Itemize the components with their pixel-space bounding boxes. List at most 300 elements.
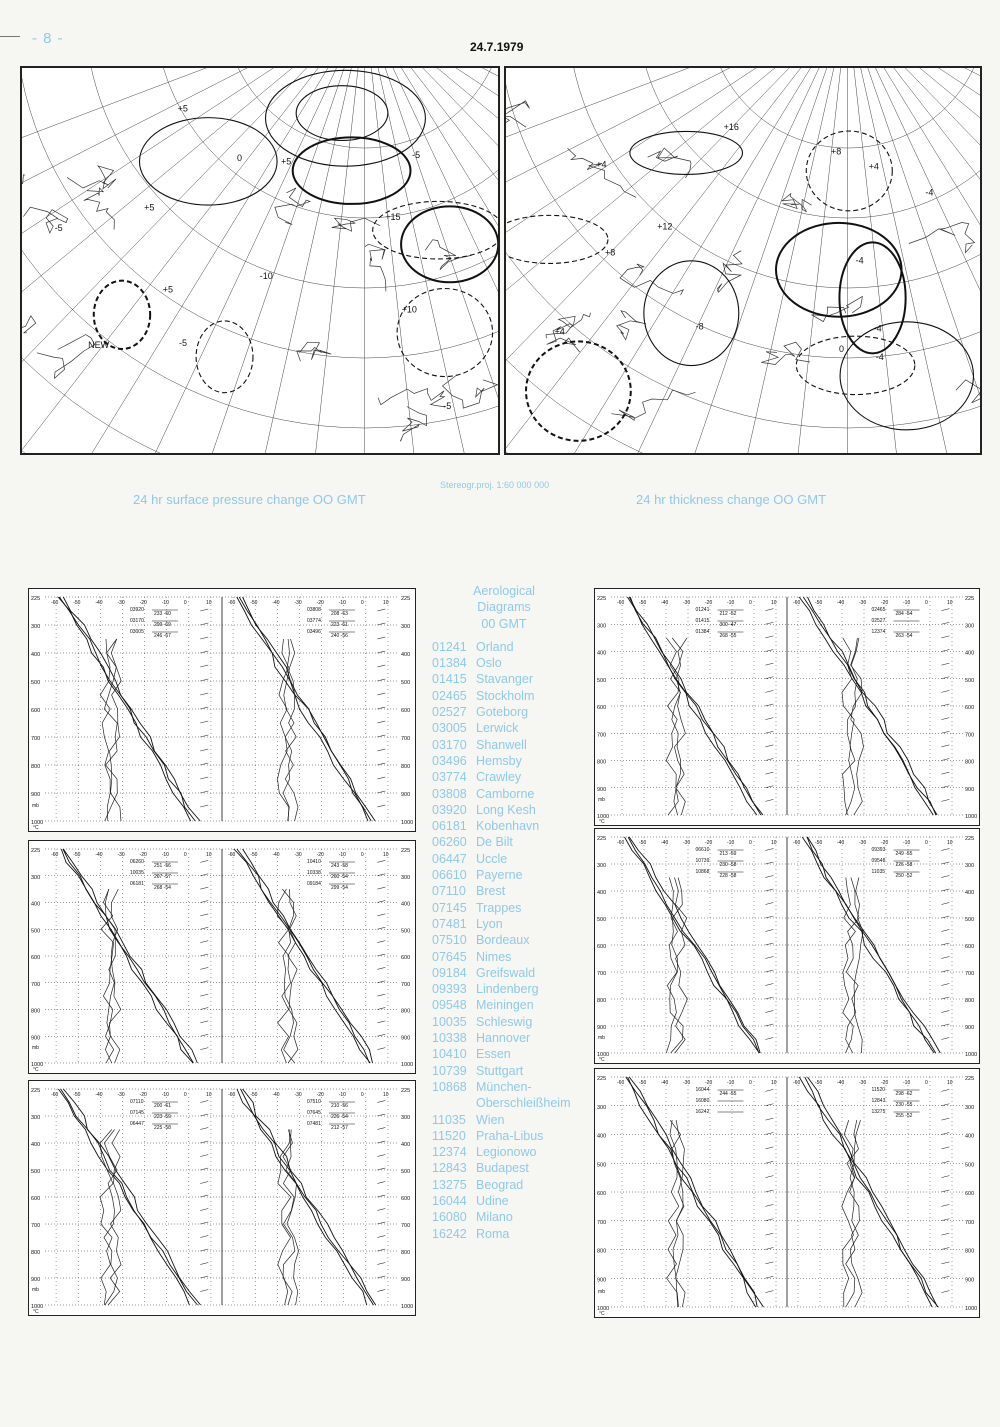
pressure-level-label: 400	[597, 1133, 607, 1140]
temperature-tick-label: -20	[316, 1092, 324, 1098]
temperature-tick-label: -50	[250, 1092, 258, 1098]
station-header-box	[695, 1087, 743, 1115]
pressure-level-label: 300	[401, 1115, 411, 1121]
projection-scale: Stereogr.proj. 1:60 000 000	[440, 480, 550, 490]
pressure-level-label: 1000	[597, 1052, 610, 1058]
tropopause-value: 213 -59	[719, 851, 737, 857]
celsius-unit-label: °C	[33, 1067, 39, 1073]
station-header-box	[130, 1099, 178, 1131]
station-header-box	[307, 607, 355, 639]
pressure-level-label: 225	[965, 836, 975, 842]
station-name: Kobenhavn	[476, 819, 540, 834]
station-code: 01415	[432, 672, 467, 687]
station-code: 10338	[432, 1031, 467, 1046]
pressure-level-label: 300	[965, 1104, 975, 1111]
station-code: 01241	[432, 639, 467, 654]
station-code: 03920	[432, 802, 467, 817]
pressure-level-label: 600	[597, 944, 607, 950]
surface-pressure-map-graticule	[22, 68, 498, 453]
temperature-tick-label: -30	[117, 600, 125, 606]
pressure-level-label: 300	[597, 863, 607, 869]
temperature-tick-label: -30	[294, 600, 302, 606]
diagram-station-code: 06260	[129, 859, 144, 865]
station-code: 11520	[432, 1128, 466, 1143]
station-row	[432, 965, 592, 981]
pressure-level-label: 800	[965, 1248, 975, 1255]
station-row	[432, 949, 592, 965]
diagram-station-code: 13275	[871, 1109, 886, 1115]
diagram-station-code: 11035	[871, 869, 886, 875]
temperature-tick-label: -30	[683, 600, 691, 606]
pressure-level-label: 225	[31, 1088, 41, 1094]
pressure-level-label: 800	[31, 1250, 41, 1256]
mb-unit-label: mb	[598, 1035, 605, 1041]
temperature-tick-label: -10	[161, 1092, 169, 1098]
diagram-station-code: 07110	[129, 1099, 144, 1105]
pressure-level-label: 400	[597, 890, 607, 896]
tropopause-value: 233 -60	[153, 611, 171, 617]
diagram-station-code: 16242	[695, 1109, 710, 1115]
temperature-tick-label: 0	[749, 840, 752, 846]
tropopause-value: 240 -56	[330, 633, 348, 639]
station-code: 09393	[432, 982, 467, 997]
station-header-box	[871, 847, 919, 879]
station-row	[432, 1079, 592, 1095]
tropopause-value: 225 -58	[153, 1125, 171, 1131]
temperature-tick-label: -30	[859, 1080, 867, 1086]
station-row	[432, 1063, 592, 1079]
isoline-value-label: +15	[385, 211, 401, 222]
tropopause-value: 250 -52	[895, 873, 913, 879]
station-row	[432, 720, 592, 736]
station-name: Nimes	[476, 949, 512, 964]
station-name: Oslo	[476, 656, 502, 671]
temperature-tick-label: -50	[639, 840, 647, 846]
pressure-level-label: 800	[965, 759, 975, 766]
pressure-level-label: 300	[401, 624, 411, 630]
tropopause-value: 284 -54	[895, 611, 913, 617]
temperature-tick-label: 10	[947, 840, 953, 846]
temperature-tick-label: 10	[382, 1092, 389, 1098]
station-code: 07510	[432, 933, 467, 948]
wind-barbs	[941, 609, 949, 802]
pressure-level-label: 700	[401, 981, 411, 988]
temperature-tick-label: -60	[617, 1080, 625, 1086]
station-name: Roma	[476, 1226, 510, 1241]
isoline-value-label: +5	[280, 156, 292, 167]
temperature-tick-label: -10	[161, 600, 169, 606]
diagram-station-code: 09548	[871, 858, 886, 864]
station-code: 03170	[432, 737, 467, 752]
pressure-level-label: 500	[401, 680, 411, 686]
mb-unit-label: mb	[598, 1289, 605, 1295]
temperature-tick-label: -60	[617, 600, 625, 606]
celsius-unit-label: °C	[599, 1311, 605, 1317]
pressure-level-label: 1000	[597, 1306, 610, 1312]
temperature-tick-label: 0	[360, 1092, 364, 1098]
page-date: 24.7.1979	[470, 40, 524, 54]
diagram-station-code: 09393	[871, 847, 886, 853]
station-row	[432, 688, 592, 704]
temperature-tick-label: -50	[250, 852, 258, 858]
station-row	[432, 1112, 592, 1128]
tropopause-value: 298 -62	[895, 1091, 913, 1097]
station-name: Meiningen	[476, 998, 534, 1013]
celsius-unit-label: °C	[33, 825, 39, 831]
isoline-value-label: +5	[177, 103, 188, 114]
pressure-level-label: 1000	[597, 814, 610, 820]
legend-title-line: Diagrams	[477, 600, 531, 615]
pressure-level-label: 300	[31, 1115, 41, 1121]
pressure-level-label: 600	[965, 1191, 975, 1197]
diagram-station-code: 03808	[306, 607, 321, 613]
corner-mark	[0, 36, 20, 37]
station-code: 09184	[432, 965, 467, 980]
temperature-tick-label: -20	[705, 840, 713, 846]
diagram-station-code: 06447	[129, 1121, 144, 1127]
temperature-tick-label: -50	[73, 852, 81, 858]
surface-pressure-caption: 24 hr surface pressure change OO GMT	[133, 492, 366, 507]
station-code: 06181	[432, 819, 467, 834]
temperature-tick-label: -20	[705, 600, 713, 606]
tropopause-value: 223 -61	[330, 622, 348, 628]
temperature-tick-label: -50	[815, 1080, 823, 1086]
station-row	[432, 1177, 592, 1193]
wind-barbs	[377, 860, 385, 1049]
station-name: Uccle	[476, 851, 508, 866]
temperature-tick-label: -40	[95, 600, 103, 606]
station-code: 12843	[432, 1161, 467, 1176]
tropopause-value: 268 -55	[719, 633, 737, 639]
station-name: Legionowo	[476, 1145, 537, 1160]
temperature-tick-label: -60	[228, 600, 236, 606]
station-name-continued: Oberschleißheim	[476, 1096, 571, 1111]
pressure-level-label: 700	[31, 981, 41, 988]
station-name: Stavanger	[476, 672, 533, 687]
tropopause-value: 228 -58	[719, 873, 737, 879]
pressure-level-label: 500	[401, 1169, 411, 1175]
temperature-tick-label: 10	[947, 1080, 953, 1086]
diagram-station-code: 07510	[306, 1099, 321, 1105]
station-name: Payerne	[476, 868, 523, 883]
pressure-level-label: 225	[597, 836, 607, 842]
diagram-station-code: 01241	[695, 607, 710, 613]
temperature-tick-label: 0	[749, 1080, 752, 1086]
tropopause-value: 226 -54	[330, 1114, 348, 1120]
station-row	[432, 753, 592, 769]
temperature-tick-label: -50	[250, 600, 258, 606]
pressure-level-label: 400	[401, 652, 411, 658]
temperature-tick-label: -20	[705, 1080, 713, 1086]
isoline-value-label: -5	[412, 149, 421, 160]
temperature-tick-label: -60	[793, 840, 801, 846]
pressure-level-label: 900	[965, 786, 975, 793]
diagram-station-code: 07145	[129, 1110, 144, 1116]
thickness-caption: 24 hr thickness change OO GMT	[636, 492, 827, 507]
temperature-tick-label: -40	[837, 840, 845, 846]
temperature-tick-label: -20	[881, 840, 889, 846]
station-name: Stockholm	[476, 688, 535, 703]
pressure-level-label: 1000	[965, 1306, 978, 1312]
pressure-level-label: 400	[401, 901, 411, 908]
tropopause-value: 230 -55	[895, 1102, 913, 1108]
wind-barbs	[377, 1101, 385, 1292]
temperature-tick-label: 10	[205, 852, 212, 858]
pressure-level-label: 225	[597, 1076, 607, 1082]
diagram-station-code: 10868	[695, 869, 710, 875]
diagram-station-code: 02465	[871, 607, 886, 613]
temperature-tick-label: -30	[859, 600, 867, 606]
station-row	[432, 1014, 592, 1030]
wind-barbs	[377, 609, 385, 807]
temperature-tick-label: -20	[881, 600, 889, 606]
diagram-station-code: 12374	[871, 629, 886, 635]
tropopause-value: 243 -58	[330, 863, 348, 869]
station-row	[432, 916, 592, 932]
pressure-level-label: 400	[31, 652, 41, 658]
station-header-box	[307, 859, 355, 891]
pressure-level-label: 900	[965, 1277, 975, 1284]
pressure-level-label: 900	[31, 792, 41, 798]
pressure-level-label: 1000	[965, 814, 978, 820]
temperature-tick-label: 0	[749, 600, 752, 606]
temperature-tick-label: 0	[183, 600, 187, 606]
station-code: 03005	[432, 721, 467, 736]
tropopause-value: 223 -59	[153, 1114, 171, 1120]
pressure-level-label: 600	[965, 705, 975, 711]
pressure-level-label: 800	[597, 998, 607, 1004]
pressure-level-label: 800	[597, 1248, 607, 1255]
pressure-level-label: 700	[31, 1223, 41, 1229]
station-code: 06260	[432, 835, 467, 850]
pressure-level-label: 600	[401, 708, 411, 714]
pressure-level-label: 300	[597, 623, 607, 630]
pressure-level-label: 500	[597, 677, 607, 684]
tropopause-value: 212 -52	[719, 611, 737, 617]
pressure-level-label: 500	[965, 677, 975, 684]
station-row	[432, 1030, 592, 1046]
temperature-tick-label: -10	[903, 600, 911, 606]
temperature-tick-label: -30	[683, 840, 691, 846]
temperature-tick-label: -40	[661, 840, 669, 846]
aerological-diagram-panel	[594, 828, 980, 1064]
temperature-tick-label: -40	[272, 600, 280, 606]
station-header-box	[871, 1087, 919, 1119]
station-row	[432, 883, 592, 899]
pressure-level-label: 400	[31, 1142, 41, 1148]
isoline-value-label: -5	[443, 401, 452, 412]
surface-pressure-map-drawing	[22, 68, 498, 453]
station-code: 10868	[432, 1079, 467, 1094]
temperature-tick-label: -40	[95, 852, 103, 858]
station-legend	[432, 583, 592, 1242]
diagram-station-code: 07645	[306, 1110, 321, 1116]
temperature-tick-label: -20	[316, 852, 324, 858]
pressure-level-label: 225	[401, 848, 411, 854]
pressure-level-label: 700	[965, 971, 975, 977]
temperature-tick-label: -20	[139, 600, 147, 606]
station-row	[432, 802, 592, 818]
temperature-tick-label: -50	[639, 1080, 647, 1086]
diagram-station-code: 07481	[306, 1121, 321, 1127]
station-name: Camborne	[476, 786, 535, 801]
pressure-level-label: 500	[965, 917, 975, 923]
pressure-level-label: 225	[31, 848, 41, 854]
pressure-level-label: 400	[597, 650, 607, 657]
pressure-level-label: 800	[965, 998, 975, 1004]
temperature-tick-label: -60	[793, 600, 801, 606]
pressure-level-label: 225	[31, 596, 41, 602]
pressure-level-label: 800	[31, 764, 41, 770]
station-header-box	[307, 1099, 355, 1131]
temperature-tick-label: 10	[382, 600, 389, 606]
pressure-level-label: 600	[401, 955, 411, 961]
station-code: 07645	[432, 949, 467, 964]
pressure-level-label: 225	[965, 1076, 975, 1082]
isoline-value-label: -5	[54, 223, 63, 234]
pressure-level-label: 900	[597, 1025, 607, 1031]
isoline-value-label: +4	[868, 161, 879, 172]
wind-barbs	[941, 849, 949, 1040]
station-name: Stuttgart	[476, 1063, 524, 1078]
station-row	[432, 1209, 592, 1225]
station-row	[432, 834, 592, 850]
pressure-level-label: 600	[31, 708, 41, 714]
pressure-level-label: 800	[401, 1008, 411, 1015]
temperature-tick-label: -10	[338, 1092, 346, 1098]
isoline-value-label: +4	[596, 159, 607, 170]
diagram-station-code: 16044	[695, 1087, 710, 1093]
pressure-level-label: 800	[401, 764, 411, 770]
pressure-level-label: 700	[31, 736, 41, 742]
temperature-tick-label: -50	[73, 600, 81, 606]
pressure-level-label: 1000	[31, 820, 44, 826]
diagram-station-code: 03774	[306, 618, 321, 624]
station-header-box	[871, 607, 919, 639]
station-row	[432, 997, 592, 1013]
pressure-level-label: 800	[401, 1250, 411, 1256]
pressure-level-label: 500	[31, 1169, 41, 1175]
pressure-level-label: 800	[31, 1008, 41, 1015]
thickness-map-coastlines	[506, 101, 980, 421]
pressure-level-label: 600	[31, 1196, 41, 1202]
isoline-value-label: -8	[695, 321, 704, 332]
tropopause-value: 230 -58	[719, 862, 737, 868]
station-name: Goteborg	[476, 705, 529, 720]
station-row	[432, 900, 592, 916]
temperature-tick-label: 0	[360, 600, 364, 606]
station-name: De Bilt	[476, 835, 513, 850]
aerological-diagram-panel	[28, 840, 416, 1074]
temperature-tick-label: -50	[815, 600, 823, 606]
temperature-tick-label: -10	[338, 600, 346, 606]
diagram-station-code: 10410	[306, 859, 321, 865]
temperature-tick-label: -50	[73, 1092, 81, 1098]
temperature-tick-label: 0	[925, 600, 928, 606]
station-code: 01384	[432, 656, 467, 671]
station-code: 07145	[432, 900, 467, 915]
station-name: Hemsby	[476, 753, 522, 768]
diagram-station-code: 02527	[871, 618, 886, 624]
temperature-tick-label: 10	[205, 1092, 212, 1098]
pressure-level-label: 600	[965, 944, 975, 950]
temperature-tick-label: -60	[228, 852, 236, 858]
pressure-level-label: 1000	[31, 1062, 44, 1068]
isoline-value-label: -10	[259, 270, 273, 281]
station-row	[432, 671, 592, 687]
pressure-level-label: 1000	[31, 1304, 44, 1310]
diagram-station-code: 03496	[306, 629, 321, 635]
pressure-level-label: 300	[401, 874, 411, 881]
pressure-level-label: 1000	[401, 820, 414, 826]
diagram-station-code: 16080	[695, 1098, 710, 1104]
diagram-station-code: 01415	[695, 618, 710, 624]
aerological-diagram-panel	[594, 1068, 980, 1318]
legend-title-line: 00 GMT	[481, 616, 527, 631]
surface-pressure-map-coastlines	[22, 157, 497, 441]
temperature-tick-label: 0	[925, 840, 928, 846]
pressure-level-label: 900	[31, 1277, 41, 1283]
station-code: 03496	[432, 753, 467, 768]
pressure-level-label: 600	[31, 955, 41, 961]
station-name: Udine	[476, 1193, 509, 1208]
surface-pressure-change-map	[20, 66, 500, 455]
station-header-box	[130, 859, 178, 891]
temperature-tick-label: -30	[683, 1080, 691, 1086]
tropopause-value: 263 -54	[895, 633, 913, 639]
temperature-tick-label: -40	[272, 852, 280, 858]
diagram-station-code: 10035	[129, 870, 144, 876]
station-row	[432, 1128, 592, 1144]
isoline-value-label: -4	[875, 351, 884, 362]
diagram-station-code: 01384	[695, 629, 710, 635]
temperature-tick-label: -30	[117, 852, 125, 858]
isoline-value-label: -5	[179, 338, 188, 349]
temperature-tick-label: -30	[294, 852, 302, 858]
pressure-level-label: 225	[597, 596, 607, 602]
pressure-level-label: 900	[597, 1277, 607, 1284]
station-row	[432, 786, 592, 802]
pressure-level-label: 500	[31, 928, 41, 935]
station-code: 11035	[432, 1112, 466, 1127]
pressure-level-label: 900	[401, 1035, 411, 1042]
temperature-tick-label: -10	[903, 1080, 911, 1086]
isoline-value-label: +5	[162, 284, 173, 295]
pressure-level-label: 300	[965, 623, 975, 630]
diagram-station-code: 10739	[695, 858, 710, 864]
station-header-box	[695, 607, 743, 639]
temperature-tick-label: 0	[925, 1080, 928, 1086]
station-code: 12374	[432, 1145, 467, 1160]
tropopause-value: 212 -57	[330, 1125, 348, 1131]
station-name: Trappes	[476, 900, 522, 915]
diagram-station-code: 03920	[129, 607, 144, 613]
pressure-level-label: 700	[965, 732, 975, 739]
pressure-level-label: 900	[401, 792, 411, 798]
celsius-unit-label: °C	[599, 819, 605, 825]
station-code: 09548	[432, 998, 467, 1013]
pressure-level-label: 300	[597, 1104, 607, 1111]
station-row	[432, 932, 592, 948]
temperature-tick-label: -20	[139, 852, 147, 858]
station-name: Budapest	[476, 1161, 529, 1176]
tropopause-value: 249 -55	[895, 851, 913, 857]
temperature-tick-label: -60	[51, 852, 59, 858]
station-row	[432, 769, 592, 785]
station-code: 06447	[432, 851, 467, 866]
tropopause-value: 268 -54	[153, 885, 171, 891]
isoline-value-label: 0	[237, 153, 243, 164]
